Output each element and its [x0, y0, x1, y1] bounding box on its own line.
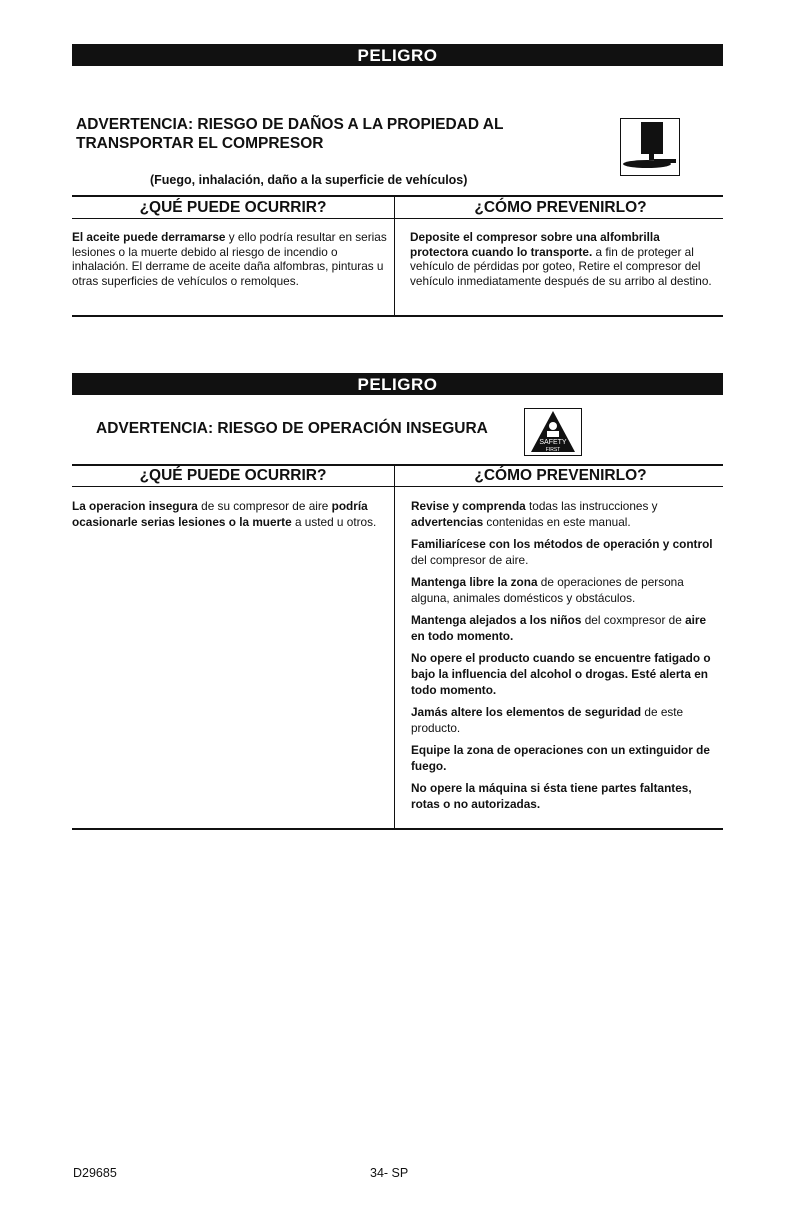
item-bold: Jamás altere los elementos de seguridad: [411, 705, 642, 719]
compressor-on-mat-icon: [620, 118, 680, 176]
table1-right-header: ¿CÓMO PREVENIRLO?: [474, 199, 647, 216]
item-text: del coxmpresor de: [581, 613, 686, 627]
warning-title-line1: ADVERTENCIA: RIESGO DE DAÑOS A LA PROPIEDAD AL: [76, 116, 504, 133]
table2-left-header: ¿QUÉ PUEDE OCURRIR?: [139, 467, 327, 484]
page-number: 34- SP: [370, 1166, 409, 1180]
oil-spill-bold: El aceite puede derramarse: [72, 230, 226, 244]
item-bold: Mantenga libre la zona: [411, 575, 538, 589]
table2-right-header: ¿CÓMO PREVENIRLO?: [474, 467, 647, 484]
unsafe-op-text: de su compresor de aire: [197, 499, 332, 513]
table1-divider: [394, 196, 395, 315]
item-bold: Mantenga alejados a los niños: [411, 613, 582, 627]
unsafe-op-bold: La operacion insegura: [72, 499, 198, 513]
document-code: D29685: [73, 1166, 117, 1180]
oil-spill-text: y ello podría resultar en serias lesiones o la muerte debido al riesgo de incendio o inhalación. El derrame de aceite daña alfombras, pinturas u otras superficies de vehículos o remolques.: [72, 230, 387, 288]
serious-injury-text: a usted u otros.: [291, 515, 377, 529]
item-text: todas las instrucciones y: [525, 499, 658, 513]
safety-first-icon: [524, 408, 582, 456]
instruction-item: [411, 780, 723, 812]
table2-top-rule: [72, 464, 723, 466]
table1-left-cell: [72, 230, 388, 288]
danger-banner-2: PELIGRO: [72, 373, 723, 395]
warning-title-line2: TRANSPORTAR EL COMPRESOR: [76, 135, 324, 152]
instruction-item: [411, 612, 723, 644]
serious-injury-bold: podría ocasionarle serias lesiones o la muerte: [72, 499, 368, 529]
instruction-item: [411, 650, 723, 698]
table1-right-cell: [410, 230, 720, 288]
mat-instruction-text: a fin de proteger al vehículo de pérdidas por goteo, Retire el compresor del vehículo inmediatamente después de su arribo al destino.: [410, 244, 712, 288]
warning-title-2: ADVERTENCIA: RIESGO DE OPERACIÓN INSEGURA: [96, 420, 488, 437]
item-bold: Equipe la zona de operaciones con un extinguidor de fuego.: [411, 743, 710, 773]
instruction-item: [411, 536, 723, 568]
first-icon-label: FIRST: [545, 447, 561, 453]
item-bold: No opere el producto cuando se encuentre fatigado o bajo la influencia del alcohol o drogas. Esté alerta en todo momento.: [411, 651, 711, 697]
table1-left-header: ¿QUÉ PUEDE OCURRIR?: [139, 199, 327, 216]
table2-bottom-rule: [72, 828, 723, 830]
instruction-item: [411, 498, 723, 530]
item-bold-2: advertencias: [411, 515, 484, 529]
item-text: de este producto.: [411, 705, 684, 735]
instruction-item: [411, 704, 723, 736]
table2-right-cell: [411, 498, 723, 818]
item-bold: Familiarícese con los métodos de operación y control: [411, 537, 713, 551]
item-text: de operaciones de persona alguna, animales domésticos y obstáculos.: [411, 575, 684, 605]
item-bold-2: aire en todo momento.: [411, 613, 707, 643]
mat-instruction-bold: Deposite el compresor sobre una alfombrilla protectora cuando lo transporte.: [410, 230, 660, 259]
table2-left-cell: [72, 498, 388, 530]
instruction-item: [411, 574, 723, 606]
table2-divider: [394, 465, 395, 829]
table2-header-rule: [72, 486, 723, 487]
warning-title: [76, 115, 596, 153]
table1-header-rule: [72, 218, 723, 219]
item-text: del compresor de aire.: [411, 553, 529, 567]
table1-top-rule: [72, 195, 723, 197]
instruction-item: [411, 742, 723, 774]
item-text-2: contenidas en este manual.: [483, 515, 631, 529]
table1-bottom-rule: [72, 315, 723, 317]
safety-icon-label: SAFETY: [539, 439, 567, 446]
hazard-subtitle: (Fuego, inhalación, daño a la superficie de vehículos): [150, 173, 468, 187]
danger-banner: PELIGRO: [72, 44, 723, 66]
item-bold: No opere la máquina si ésta tiene partes faltantes, rotas o no autorizadas.: [411, 781, 692, 811]
item-bold: Revise y comprenda: [411, 499, 526, 513]
